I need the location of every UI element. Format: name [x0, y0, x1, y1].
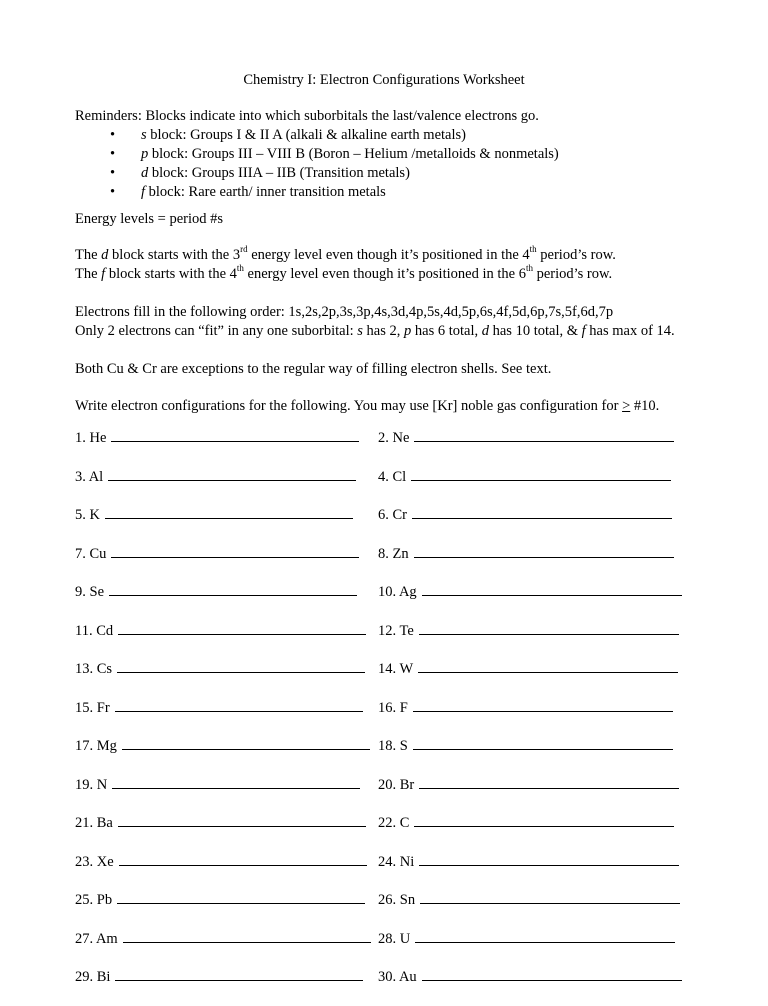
problem-item: 4. Cl [378, 467, 671, 486]
problem-row [75, 428, 705, 467]
problem-row [75, 467, 705, 506]
page-title: Chemistry I: Electron Configurations Worksheet [243, 72, 525, 88]
answer-blank[interactable] [122, 736, 370, 750]
problem-item: 26. Sn [378, 890, 680, 909]
problem-row [75, 775, 705, 814]
problem-item: 19. N [75, 775, 360, 794]
answer-blank[interactable] [117, 890, 365, 904]
problem-item: 24. Ni [378, 852, 679, 871]
problem-item: 10. Ag [378, 582, 682, 601]
problem-item: 11. Cd [75, 621, 366, 640]
problem-row [75, 890, 705, 929]
problem-row [75, 659, 705, 698]
problem-row [75, 813, 705, 852]
problem-item: 15. Fr [75, 698, 363, 717]
block-bullet-list [75, 126, 715, 202]
answer-blank[interactable] [411, 467, 671, 481]
answer-blank[interactable] [109, 582, 357, 596]
problem-item: 22. C [378, 813, 674, 832]
answer-blank[interactable] [105, 505, 353, 519]
problem-item: 2. Ne [378, 428, 674, 447]
answer-blank[interactable] [422, 967, 682, 981]
answer-blank[interactable] [123, 929, 371, 943]
problem-item: 29. Bi [75, 967, 363, 986]
problem-item: 30. Au [378, 967, 682, 986]
bullet-f-block: • f block: Rare earth/ inner transition metals [110, 184, 386, 200]
answer-blank[interactable] [418, 659, 678, 673]
problem-item: 17. Mg [75, 736, 370, 755]
answer-blank[interactable] [422, 582, 682, 596]
answer-blank[interactable] [115, 698, 363, 712]
problem-item: 25. Pb [75, 890, 365, 909]
problem-item: 18. S [378, 736, 673, 755]
answer-blank[interactable] [108, 467, 356, 481]
problem-item: 5. K [75, 505, 353, 524]
problem-item: 28. U [378, 929, 675, 948]
bullet-icon: • [110, 127, 116, 143]
answer-blank[interactable] [414, 813, 674, 827]
problem-item: 21. Ba [75, 813, 366, 832]
answer-blank[interactable] [413, 698, 673, 712]
answer-blank[interactable] [420, 890, 680, 904]
fill-order-line: Electrons fill in the following order: 1s,2s,2p,3s,3p,4s,3d,4p,5s,4d,5p,6s,4f,5d,6p,7s,5f,6d,7p [75, 304, 614, 320]
problem-item: 1. He [75, 428, 359, 447]
answer-blank[interactable] [111, 544, 359, 558]
problem-row [75, 621, 705, 660]
bullet-d-block: • d block: Groups IIIA – IIB (Transition metals) [110, 165, 410, 181]
problem-item: 13. Cs [75, 659, 365, 678]
answer-blank[interactable] [117, 659, 365, 673]
problem-list [75, 428, 705, 1006]
answer-blank[interactable] [118, 813, 366, 827]
problem-item: 3. Al [75, 467, 356, 486]
problem-item: 8. Zn [378, 544, 674, 563]
problem-row [75, 582, 705, 621]
problem-item: 14. W [378, 659, 678, 678]
answer-blank[interactable] [413, 736, 673, 750]
fill-order-notes [75, 303, 735, 341]
suborbital-capacity-line: Only 2 electrons can “fit” in any one suborbital: s has 2, p has 6 total, d has 10 total, & f has max of 14. [75, 323, 675, 339]
energy-levels-note: Energy levels = period #s [75, 211, 224, 227]
f-block-note: The f block starts with the 4th energy level even though it’s positioned in the 6th period’s row. [75, 263, 613, 282]
reminders-section [75, 107, 715, 202]
bullet-icon: • [110, 146, 116, 162]
answer-blank[interactable] [414, 428, 674, 442]
bullet-icon: • [110, 165, 116, 181]
answer-blank[interactable] [115, 967, 363, 981]
answer-blank[interactable] [419, 621, 679, 635]
problem-item: 12. Te [378, 621, 679, 640]
answer-blank[interactable] [419, 852, 679, 866]
problem-item: 23. Xe [75, 852, 367, 871]
bullet-p-block: • p block: Groups III – VIII B (Boron – Helium /metalloids & nonmetals) [110, 146, 559, 162]
d-block-note: The d block starts with the 3rd energy level even though it’s positioned in the 4th period’s row. [75, 244, 616, 263]
problem-row [75, 736, 705, 775]
answer-blank[interactable] [118, 621, 366, 635]
problem-row [75, 698, 705, 737]
bullet-icon: • [110, 184, 116, 200]
exceptions-note: Both Cu & Cr are exceptions to the regular way of filling electron shells. See text. [75, 361, 552, 377]
problem-row [75, 929, 705, 968]
bullet-s-block: • s block: Groups I & II A (alkali & alkaline earth metals) [110, 127, 466, 143]
problem-row [75, 852, 705, 891]
problem-item: 7. Cu [75, 544, 359, 563]
problem-item: 27. Am [75, 929, 371, 948]
answer-blank[interactable] [119, 852, 367, 866]
answer-blank[interactable] [112, 775, 360, 789]
problem-row [75, 544, 705, 583]
problem-row [75, 505, 705, 544]
problem-row [75, 967, 705, 1006]
instruction-line: Write electron configurations for the following. You may use [Kr] noble gas configuration for > #10. [75, 398, 660, 414]
reminders-intro: Reminders: Blocks indicate into which suborbitals the last/valence electrons go. [75, 108, 539, 124]
answer-blank[interactable] [419, 775, 679, 789]
answer-blank[interactable] [111, 428, 359, 442]
answer-blank[interactable] [415, 929, 675, 943]
block-start-notes [75, 246, 735, 284]
problem-item: 9. Se [75, 582, 357, 601]
problem-item: 20. Br [378, 775, 679, 794]
problem-item: 6. Cr [378, 505, 672, 524]
answer-blank[interactable] [412, 505, 672, 519]
problem-item: 16. F [378, 698, 673, 717]
answer-blank[interactable] [414, 544, 674, 558]
